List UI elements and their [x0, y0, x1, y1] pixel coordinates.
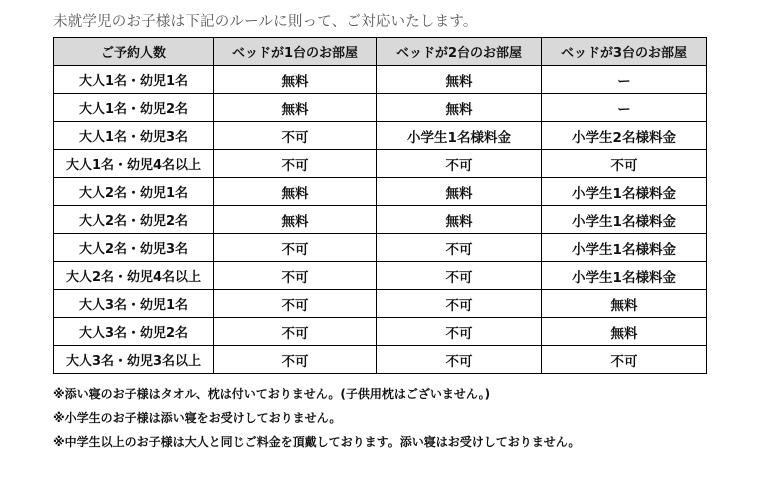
guest-count-cell: 大人3名・幼児2名 [54, 318, 214, 346]
three-bed-cell: 無料 [542, 318, 707, 346]
guest-count-cell: 大人3名・幼児3名以上 [54, 346, 214, 374]
guest-count-cell: 大人3名・幼児1名 [54, 290, 214, 318]
table-row [54, 346, 707, 374]
one-bed-cell: 無料 [214, 206, 377, 234]
three-bed-cell: 不可 [542, 150, 707, 178]
header-one-bed-room: ベッドが1台のお部屋 [214, 38, 377, 66]
note-elementary-students: ※小学生のお子様は添い寝をお受けしておりません。 [53, 411, 342, 425]
intro-text: 未就学児のお子様は下記のルールに則って、ご対応いたします。 [53, 14, 478, 30]
three-bed-cell: ー [542, 66, 707, 94]
two-bed-cell: 不可 [377, 262, 542, 290]
table-row [54, 94, 707, 122]
table-row [54, 262, 707, 290]
guest-count-cell: 大人1名・幼児2名 [54, 94, 214, 122]
one-bed-cell: 不可 [214, 122, 377, 150]
two-bed-cell: 不可 [377, 290, 542, 318]
note-junior-high-and-older: ※中学生以上のお子様は大人と同じご料金を頂戴しております。添い寝はお受けしておりません。 [53, 435, 581, 449]
header-two-bed-room: ベッドが2台のお部屋 [377, 38, 542, 66]
guest-count-cell: 大人2名・幼児1名 [54, 178, 214, 206]
two-bed-cell: 不可 [377, 234, 542, 262]
header-guest-count: ご予約人数 [54, 38, 214, 66]
two-bed-cell: 不可 [377, 150, 542, 178]
three-bed-cell: 小学生1名様料金 [542, 206, 707, 234]
three-bed-cell: ー [542, 94, 707, 122]
two-bed-cell: 小学生1名様料金 [377, 122, 542, 150]
table-row [54, 318, 707, 346]
two-bed-cell: 不可 [377, 318, 542, 346]
guest-count-cell: 大人2名・幼児3名 [54, 234, 214, 262]
guest-count-cell: 大人2名・幼児2名 [54, 206, 214, 234]
table-row [54, 206, 707, 234]
table-row [54, 234, 707, 262]
three-bed-cell: 小学生1名様料金 [542, 234, 707, 262]
guest-count-cell: 大人1名・幼児3名 [54, 122, 214, 150]
note-towel-pillow: ※添い寝のお子様はタオル、枕は付いておりません。(子供用枕はございません。) [53, 387, 491, 401]
table-row [54, 178, 707, 206]
table-row [54, 66, 707, 94]
guest-count-cell: 大人1名・幼児4名以上 [54, 150, 214, 178]
three-bed-cell: 小学生2名様料金 [542, 122, 707, 150]
one-bed-cell: 不可 [214, 234, 377, 262]
header-three-bed-room: ベッドが3台のお部屋 [542, 38, 707, 66]
three-bed-cell: 小学生1名様料金 [542, 178, 707, 206]
table-row [54, 290, 707, 318]
notes-section [53, 382, 580, 454]
one-bed-cell: 無料 [214, 94, 377, 122]
two-bed-cell: 無料 [377, 94, 542, 122]
table-row [54, 150, 707, 178]
one-bed-cell: 不可 [214, 290, 377, 318]
three-bed-cell: 小学生1名様料金 [542, 262, 707, 290]
three-bed-cell: 不可 [542, 346, 707, 374]
one-bed-cell: 不可 [214, 318, 377, 346]
one-bed-cell: 無料 [214, 178, 377, 206]
one-bed-cell: 不可 [214, 262, 377, 290]
three-bed-cell: 無料 [542, 290, 707, 318]
one-bed-cell: 無料 [214, 66, 377, 94]
guest-count-cell: 大人2名・幼児4名以上 [54, 262, 214, 290]
table-header-row [54, 38, 707, 66]
two-bed-cell: 無料 [377, 178, 542, 206]
one-bed-cell: 不可 [214, 150, 377, 178]
table-row [54, 122, 707, 150]
guest-count-cell: 大人1名・幼児1名 [54, 66, 214, 94]
child-pricing-table [53, 37, 707, 374]
two-bed-cell: 無料 [377, 66, 542, 94]
two-bed-cell: 無料 [377, 206, 542, 234]
two-bed-cell: 不可 [377, 346, 542, 374]
one-bed-cell: 不可 [214, 346, 377, 374]
